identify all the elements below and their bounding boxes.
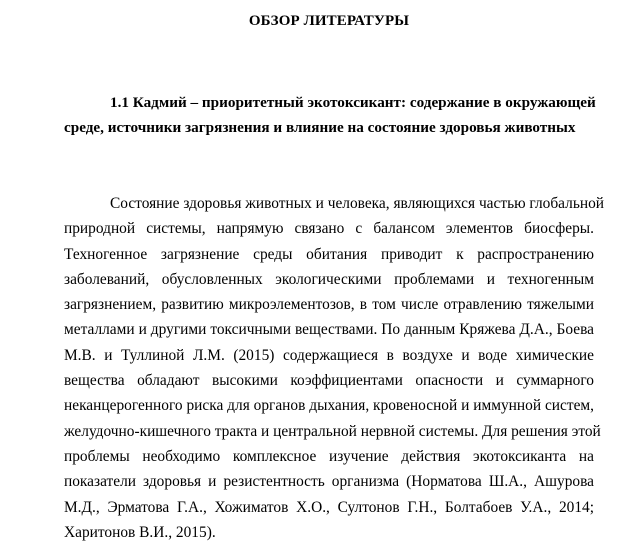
section-heading-line: 1.1 Кадмий – приоритетный экотоксикант: содержание в окружающей [110, 94, 596, 111]
paragraph-line: Техногенное загрязнение среды обитания приводит к распространению [64, 245, 594, 263]
paragraph-line: загрязнением, развитию микроэлементозов, в том числе отравлению тяжелыми [64, 296, 594, 314]
paragraph-line: М.В. и Туллиной Л.М. (2015) содержащиеся в воздухе и воде химические [64, 346, 594, 364]
paragraph-line: М.Д., Эрматова Г.А., Хожиматов Х.О., Султонов Г.Н., Болтабоев У.А., 2014; [64, 498, 594, 516]
section-heading-line: среде, источники загрязнения и влияние на состояние здоровья животных [64, 119, 576, 137]
paragraph-line: заболеваний, обусловленных экологическими проблемами и техногенным [64, 270, 594, 288]
paragraph-line: Состояние здоровья животных и человека, являющихся частью глобальной [110, 195, 605, 212]
paragraph-line: желудочно-кишечного тракта и центральной нервной системы. Для решения этой [64, 422, 601, 440]
body-paragraph [64, 191, 605, 545]
document-title: ОБЗОР ЛИТЕРАТУРЫ [248, 13, 410, 29]
paragraph-line: металлами и другими токсичными веществами. По данным Кряжева Д.А., Боева [64, 321, 594, 339]
paragraph-line: природной системы, напрямую связано с балансом элементов биосферы. [64, 220, 594, 238]
paragraph-line: вещества обладают высокими коэффициентами опасности и суммарного [64, 372, 594, 390]
paragraph-line: показатели здоровья и резистентность организма (Норматова Ш.А., Ашурова [64, 473, 594, 491]
paragraph-line: неканцерогенного риска для органов дыхания, кровеносной и иммунной систем, [64, 397, 594, 415]
document-page [64, 0, 605, 551]
section-heading [64, 91, 594, 142]
paragraph-line: Харитонов В.И., 2015). [64, 523, 216, 541]
paragraph-line: проблемы необходимо комплексное изучение действия экотоксиканта на [64, 447, 594, 465]
